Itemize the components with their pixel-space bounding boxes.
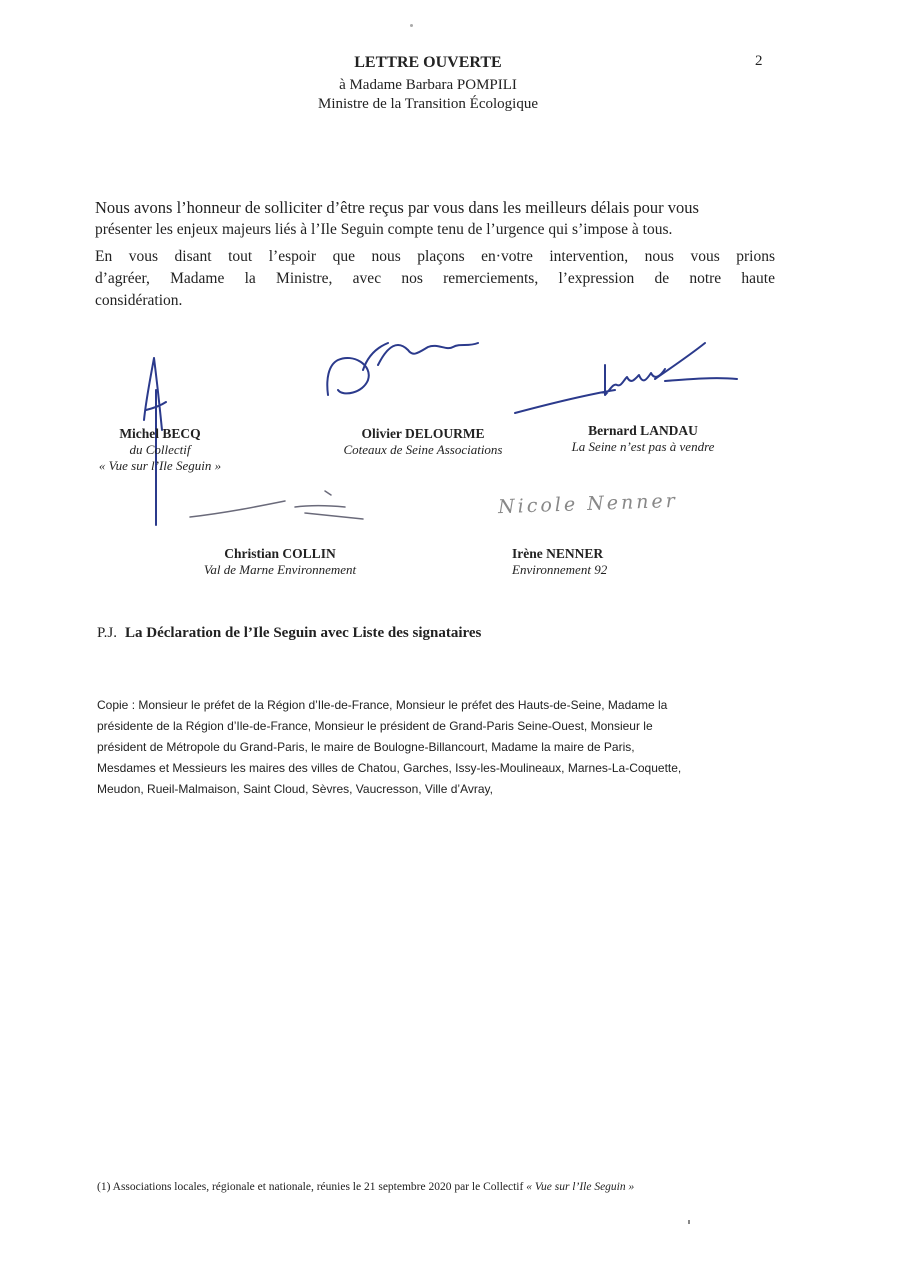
page-number: 2 [755, 53, 763, 69]
signature-collin [185, 485, 370, 530]
scan-speck [410, 24, 413, 27]
paragraph-1-line-1: Nous avons l’honneur de solliciter d’être reçus par vous dans les meilleurs délais pour vous [95, 198, 699, 217]
signatory-becq [70, 426, 250, 474]
signatory-org: du Collectif [129, 442, 191, 457]
signatory-org: Val de Marne Environnement [203, 562, 357, 577]
signatory-name: Irène NENNER [512, 546, 604, 561]
paragraph-1 [95, 197, 775, 241]
copie-line: Copie : Monsieur le préfet de la Région d’Ile-de-France, Monsieur le préfet des Hauts-de-Seine, Madame la [97, 698, 668, 712]
signatory-org: Environnement 92 [512, 562, 608, 577]
letter-title: LETTRE OUVERTE [354, 54, 502, 71]
footnote-italic: « Vue sur l’Ile Seguin » [526, 1181, 635, 1193]
copie-line: président de Métropole du Grand-Paris, le maire de Boulogne-Billancourt, Madame la maire de Paris, [97, 740, 635, 754]
signature-delourme [318, 325, 488, 405]
attachment-text: La Déclaration de l’Ile Seguin avec Liste des signataires [125, 625, 482, 641]
recipient-role: Ministre de la Transition Écologique [318, 96, 538, 112]
signatory-name: Olivier DELOURME [361, 426, 485, 441]
footnote-text: (1) Associations locales, régionale et nationale, réunies le 21 septembre 2020 par le Collectif [97, 1181, 524, 1193]
signatory-name: Christian COLLIN [224, 546, 336, 561]
paragraph-2-line-2: d’agréer, Madame la Ministre, avec nos remerciements, l’expression de notre haute [95, 270, 775, 287]
signatory-name: Bernard LANDAU [588, 423, 698, 438]
copie-line: Meudon, Rueil-Malmaison, Saint Cloud, Sèvres, Vaucresson, Ville d’Avray, [97, 782, 493, 796]
paragraph-2-line-3: considération. [95, 292, 183, 309]
recipient-line: à Madame Barbara POMPILI [339, 77, 517, 93]
paragraph-2-line-1: En vous disant tout l’espoir que nous plaçons en·votre intervention, nous vous prions [95, 248, 775, 265]
signatory-landau [548, 423, 738, 455]
signature-nenner: Nicole Nenner [497, 489, 679, 519]
signatory-org: Coteaux de Seine Associations [343, 442, 503, 457]
scan-speck [688, 1220, 690, 1224]
copie-line: Mesdames et Messieurs les maires des villes de Chatou, Garches, Issy-les-Moulineaux, Marnes-La-Coquette, [97, 761, 682, 775]
signatory-org: La Seine n’est pas à vendre [571, 439, 715, 454]
paragraph-1-line-2: présenter les enjeux majeurs liés à l’Ile Seguin compte tenu de l’urgence qui s’impose à tous. [95, 221, 673, 238]
signatory-name: Michel BECQ [119, 426, 201, 441]
signature-landau [505, 335, 745, 425]
signatory-nenner [512, 546, 712, 578]
signatory-org: « Vue sur l’Ile Seguin » [98, 458, 222, 473]
signatory-delourme [318, 426, 528, 458]
attachment-line [97, 625, 481, 642]
paragraph-2 [95, 246, 775, 312]
footnote [97, 1181, 634, 1193]
copie-line: présidente de la Région d’Ile-de-France, Monsieur le président de Grand-Paris Seine-Ouest, Monsieur le [97, 719, 653, 733]
signatory-collin [175, 546, 385, 578]
copie-block [97, 695, 797, 800]
attachment-prefix: P.J. [97, 625, 118, 641]
